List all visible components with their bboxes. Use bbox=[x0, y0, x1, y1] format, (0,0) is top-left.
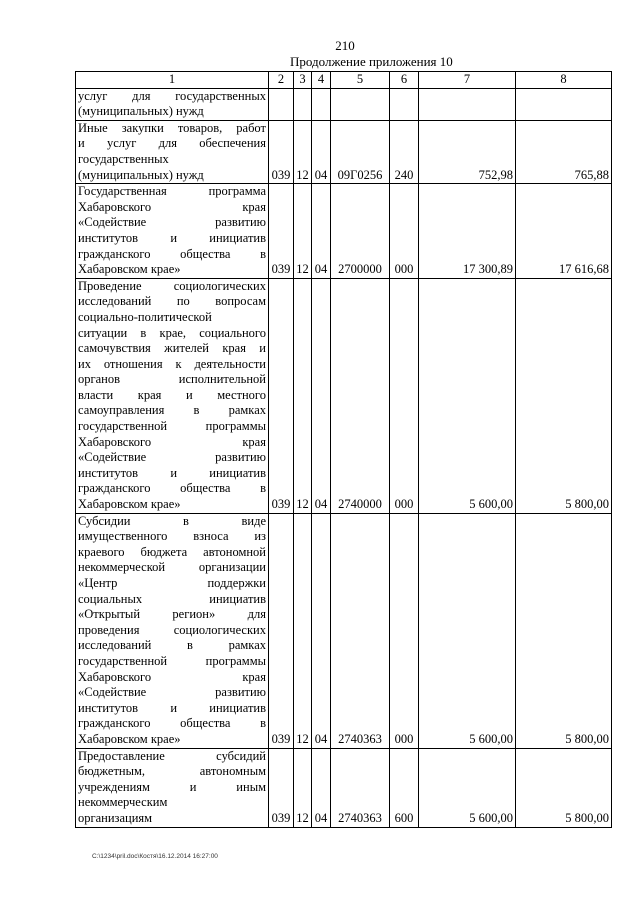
amount-year-2: 5 800,00 bbox=[516, 748, 612, 827]
description-line: гражданского общества в bbox=[78, 716, 266, 731]
continuation-heading: Продолжение приложения 10 bbox=[290, 54, 453, 69]
section-code: 12 bbox=[294, 748, 312, 827]
header-row bbox=[76, 72, 612, 89]
description-line: органов исполнительной bbox=[78, 372, 266, 387]
target-article-code: 2700000 bbox=[331, 184, 390, 279]
subsection-code bbox=[312, 88, 331, 120]
target-article-code: 2740000 bbox=[331, 278, 390, 513]
section-code bbox=[294, 88, 312, 120]
section-code: 12 bbox=[294, 120, 312, 183]
amount-year-1: 752,98 bbox=[419, 120, 516, 183]
target-article-code: 2740363 bbox=[331, 748, 390, 827]
description-line: Хабаровском крае» bbox=[78, 262, 181, 277]
ministry-code bbox=[269, 88, 294, 120]
expense-type-code: 240 bbox=[390, 120, 419, 183]
table-row bbox=[76, 513, 612, 748]
amount-year-1 bbox=[419, 88, 516, 120]
column-header-7: 7 bbox=[419, 72, 516, 89]
row-description bbox=[76, 748, 269, 827]
ministry-code: 039 bbox=[269, 120, 294, 183]
ministry-code: 039 bbox=[269, 513, 294, 748]
ministry-code: 039 bbox=[269, 184, 294, 279]
description-line: власти края и местного bbox=[78, 387, 266, 402]
description-line: их отношения к деятельности bbox=[78, 356, 266, 371]
amount-year-2: 17 616,68 bbox=[516, 184, 612, 279]
ministry-code: 039 bbox=[269, 748, 294, 827]
description-line: Хабаровского края bbox=[78, 669, 266, 684]
description-line: Хабаровского края bbox=[78, 199, 266, 214]
description-line: Хабаровском крае» bbox=[78, 731, 181, 746]
description-line: бюджетным, автономным bbox=[78, 764, 266, 779]
description-line: институтов и инициатив bbox=[78, 700, 266, 715]
expense-type-code bbox=[390, 88, 419, 120]
description-line: (муниципальных) нужд bbox=[78, 167, 204, 182]
description-line: учреждениям и иным bbox=[78, 779, 266, 794]
amount-year-2: 5 800,00 bbox=[516, 513, 612, 748]
description-line: самоуправления в рамках bbox=[78, 403, 266, 418]
row-description bbox=[76, 184, 269, 279]
column-header-1: 1 bbox=[76, 72, 269, 89]
table-row bbox=[76, 748, 612, 827]
description-line: социально-политической bbox=[78, 309, 212, 324]
column-header-8: 8 bbox=[516, 72, 612, 89]
description-line: Государственная программа bbox=[78, 184, 266, 199]
subsection-code: 04 bbox=[312, 513, 331, 748]
description-line: государственной программы bbox=[78, 653, 266, 668]
table-row bbox=[76, 184, 612, 279]
description-line: «Центр поддержки bbox=[78, 576, 266, 590]
amount-year-1: 5 600,00 bbox=[419, 513, 516, 748]
description-line: имущественного взноса из bbox=[78, 529, 266, 544]
expense-type-code: 000 bbox=[390, 513, 419, 748]
column-header-2: 2 bbox=[269, 72, 294, 89]
description-line: Проведение социологических bbox=[78, 278, 266, 293]
amount-year-1: 17 300,89 bbox=[419, 184, 516, 279]
row-description bbox=[76, 278, 269, 513]
table-body bbox=[76, 88, 612, 827]
description-line: исследований в рамках bbox=[78, 638, 266, 653]
description-line: Хабаровском крае» bbox=[78, 497, 181, 512]
description-line: ситуации в крае, социального bbox=[78, 325, 266, 340]
subsection-code: 04 bbox=[312, 278, 331, 513]
description-line: проведения социологических bbox=[78, 622, 266, 637]
target-article-code: 2740363 bbox=[331, 513, 390, 748]
description-line: краевого бюджета автономной bbox=[78, 544, 266, 559]
description-line: Предоставление субсидий bbox=[78, 748, 266, 763]
subsection-code: 04 bbox=[312, 748, 331, 827]
expense-type-code: 600 bbox=[390, 748, 419, 827]
row-description bbox=[76, 120, 269, 183]
row-description bbox=[76, 513, 269, 748]
subsection-code: 04 bbox=[312, 120, 331, 183]
column-header-6: 6 bbox=[390, 72, 419, 89]
description-line: и услуг для обеспечения bbox=[78, 136, 266, 151]
column-header-4: 4 bbox=[312, 72, 331, 89]
description-line: организациям bbox=[78, 810, 153, 825]
section-code: 12 bbox=[294, 278, 312, 513]
section-code: 12 bbox=[294, 184, 312, 279]
description-line: услуг для государственных bbox=[78, 88, 266, 103]
budget-table bbox=[75, 71, 612, 828]
amount-year-1: 5 600,00 bbox=[419, 278, 516, 513]
table-row bbox=[76, 278, 612, 513]
amount-year-2 bbox=[516, 88, 612, 120]
page-number: 210 bbox=[335, 38, 355, 53]
file-path-footer: C:\1234\pril.doc\Костя\16.12.2014 16:27:00 bbox=[92, 853, 218, 860]
amount-year-2: 5 800,00 bbox=[516, 278, 612, 513]
subsection-code: 04 bbox=[312, 184, 331, 279]
target-article-code bbox=[331, 88, 390, 120]
description-line: государственной программы bbox=[78, 419, 266, 434]
row-description bbox=[76, 88, 269, 120]
description-line: «Содействие развитию bbox=[78, 215, 266, 230]
amount-year-2: 765,88 bbox=[516, 120, 612, 183]
ministry-code: 039 bbox=[269, 278, 294, 513]
column-header-5: 5 bbox=[331, 72, 390, 89]
description-line: институтов и инициатив bbox=[78, 465, 266, 480]
description-line: гражданского общества в bbox=[78, 481, 266, 496]
description-line: институтов и инициатив bbox=[78, 230, 266, 245]
description-line: гражданского общества в bbox=[78, 246, 266, 261]
description-line: Иные закупки товаров, работ bbox=[78, 120, 266, 135]
expense-type-code: 000 bbox=[390, 184, 419, 279]
description-line: Субсидии в виде bbox=[78, 513, 266, 528]
description-line: социальных инициатив bbox=[78, 591, 266, 606]
description-line: некоммерческой организации bbox=[78, 560, 266, 575]
target-article-code: 09Г0256 bbox=[331, 120, 390, 183]
column-header-3: 3 bbox=[294, 72, 312, 89]
description-line: «Открытый регион» для bbox=[78, 607, 266, 622]
description-line: Хабаровского края bbox=[78, 434, 266, 449]
expense-type-code: 000 bbox=[390, 278, 419, 513]
section-code: 12 bbox=[294, 513, 312, 748]
amount-year-1: 5 600,00 bbox=[419, 748, 516, 827]
description-line: (муниципальных) нужд bbox=[78, 104, 204, 119]
description-line: государственных bbox=[78, 151, 169, 166]
description-line: самочувствия жителей края и bbox=[78, 341, 266, 356]
description-line: «Содействие развитию bbox=[78, 685, 266, 700]
description-line: исследований по вопросам bbox=[78, 294, 266, 309]
description-line: «Содействие развитию bbox=[78, 450, 266, 465]
table-row bbox=[76, 120, 612, 183]
table-row bbox=[76, 88, 612, 120]
description-line: некоммерческим bbox=[78, 795, 168, 810]
